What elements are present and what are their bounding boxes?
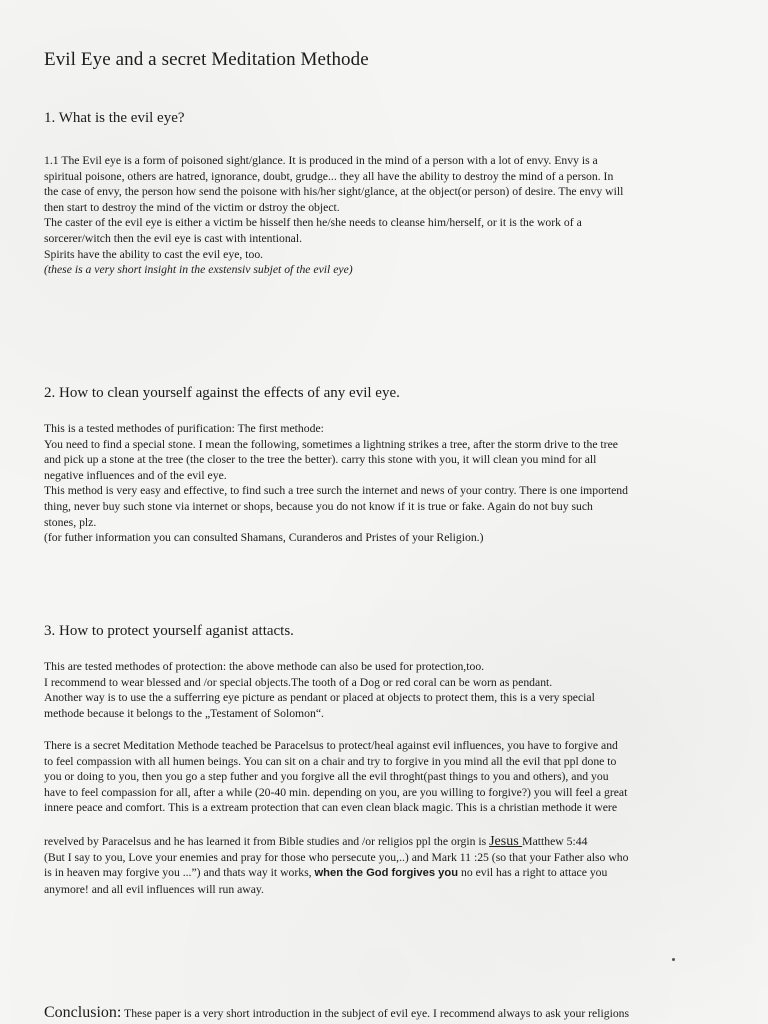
section-1-body bbox=[44, 153, 734, 278]
body-line: spiritual poisone, others are hatred, ignorance, doubt, grudge... they all have the ability to destroy the mind of a person. In bbox=[44, 169, 614, 183]
body-line: then start to destroy the mind of the victim or dstroy the object. bbox=[44, 200, 340, 214]
body-line: innere peace and comfort. This is a extream protection that can even clean black magic. This is a christian methode it were bbox=[44, 801, 618, 815]
body-line: Spirits have the ability to cast the evil eye, too. bbox=[44, 247, 264, 261]
body-line: This are tested methodes of protection: the above methode can also be used for protection,too. bbox=[44, 660, 485, 673]
body-line bbox=[44, 865, 734, 882]
body-line: I recommend to wear blessed and /or special objects.The tooth of a Dog or red coral can be worn as pendant. bbox=[44, 675, 553, 689]
body-line: you or doing to you, then you go a step futher and you forgive all the evil throght(past things to you and others), and you bbox=[44, 770, 609, 784]
body-line: methode because it belongs to the „Testament of Solomon“. bbox=[44, 706, 324, 720]
body-line: (for futher information you can consulted Shamans, Curanderos and Pristes of your Religion.) bbox=[44, 531, 484, 545]
body-line: have to feel compassion for all, after a while (20-40 min. depending on you, are you willing to forgive?) you will feel a great bbox=[44, 785, 628, 799]
body-line: and pick up a stone at the tree (the closer to the tree the better). carry this stone with you, it will clean you mind for all bbox=[44, 453, 597, 467]
body-line: This is a tested methodes of purification: The first methode: bbox=[44, 422, 324, 435]
conclusion-text: These paper is a very short introduction in the subject of evil eye. I recommend always to ask your religions bbox=[121, 1007, 630, 1020]
section-1-note: (these is a very short insight in the exstensiv subjet of the evil eye) bbox=[44, 263, 353, 277]
body-line: The caster of the evil eye is either a victim be hisself then he/she needs to cleanse him/herself, or it is the work of a bbox=[44, 216, 582, 230]
jesus-underlined-text: Jesus bbox=[489, 834, 523, 849]
matthew-reference: Matthew 5:44 bbox=[522, 835, 588, 848]
body-line: There is a secret Meditation Methode teached be Paracelsus to protect/heal against evil influences, you have to forgive and bbox=[44, 739, 618, 752]
section-2-heading: 2. How to clean yourself against the effects of any evil eye. bbox=[44, 385, 400, 401]
body-line: sorcerer/witch then the evil eye is cast with intentional. bbox=[44, 231, 303, 245]
body-line: You need to find a special stone. I mean the following, sometimes a lightning strikes a tree, after the storm drive to the tree bbox=[44, 437, 618, 451]
body-line: anymore! and all evil influences will run away. bbox=[44, 882, 264, 896]
body-line: to feel compassion with all humen beings. You can sit on a chair and try to forgive in you mind all the evil that ppl done to bbox=[44, 754, 617, 768]
revelation-text: is in heaven may forgive you ...”) and thats way it works, bbox=[44, 866, 315, 880]
revelation-text: no evil has a right to attace you bbox=[458, 866, 608, 880]
body-line bbox=[44, 834, 734, 850]
body-line: thing, never buy such stone via internet or shops, because you do not know if it is true or fake. Again do not buy such bbox=[44, 499, 593, 513]
document-title: Evil Eye and a secret Meditation Methode bbox=[44, 49, 369, 70]
section-3-revelation-body bbox=[44, 834, 734, 897]
section-2-body bbox=[44, 421, 734, 546]
section-3-protection-body bbox=[44, 659, 734, 721]
bold-phrase: when the God forgives you bbox=[314, 867, 459, 880]
conclusion-paragraph bbox=[44, 1004, 744, 1022]
body-line: negative influences and of the evil eye. bbox=[44, 468, 227, 482]
body-line: the case of envy, the person how send the poisone with his/her sight/glance, at the object(or person) of desire. The envy will bbox=[44, 185, 624, 199]
body-line: (But I say to you, Love your enemies and pray for those who persecute you,..) and Mark 11 :25 (so that your Father also who bbox=[44, 850, 629, 864]
section-3-meditation-body bbox=[44, 738, 734, 816]
section-1-heading: 1. What is the evil eye? bbox=[44, 110, 185, 126]
body-line: Another way is to use the a sufferring eye picture as pendant or placed at objects to protect them, this is a very special bbox=[44, 691, 595, 705]
body-line: stones, plz. bbox=[44, 515, 97, 529]
body-line: 1.1 The Evil eye is a form of poisoned sight/glance. It is produced in the mind of a person with a lot of envy. Envy is a bbox=[44, 154, 598, 167]
scan-speck bbox=[672, 958, 675, 961]
conclusion-label: Conclusion: bbox=[44, 1004, 122, 1021]
section-3-heading: 3. How to protect yourself aganist attacts. bbox=[44, 623, 294, 639]
revelation-text: revelved by Paracelsus and he has learned it from Bible studies and /or religios ppl the orgin is bbox=[44, 835, 490, 848]
body-line: This method is very easy and effective, to find such a tree surch the internet and news of your contry. There is one importend bbox=[44, 484, 628, 498]
